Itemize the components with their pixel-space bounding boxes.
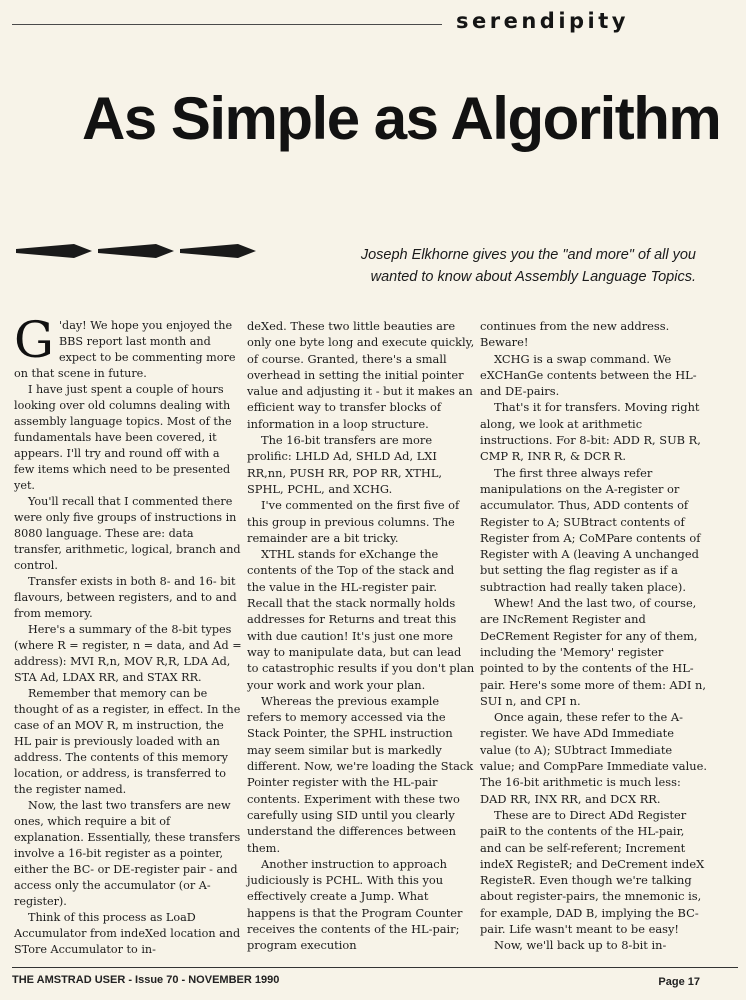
paragraph: The first three always refer manipulations on the A-register or accumulator. Thus, ADD contents of Register to A; SUBtract contents of Register from A; CoMPare contents of Register with A (leaving A unchanged but setting the flag register as if a subtraction had really taken place). bbox=[480, 465, 701, 594]
paragraph: That's it for transfers. Moving right along, we look at arithmetic instructions. For 8-bit: ADD R, SUB R, CMP R, INR R, & DCR R. bbox=[480, 400, 701, 464]
column-2 bbox=[247, 318, 475, 954]
footer-publication: THE AMSTRAD USER - Issue 70 - NOVEMBER 1990 bbox=[12, 974, 280, 986]
paragraph: Here's a summary of the 8-bit types (where R = register, n = data, and Ad = address): MVI R,n, MOV R,R, LDA Ad, STA Ad, LDAX RR, and STAX RR. bbox=[14, 623, 242, 684]
paragraph: I have just spent a couple of hours looking over old columns dealing with assembly language topics. Most of the fundamentals have been covered, it appears. I'll try and round off with a few items which need to be presented yet. bbox=[14, 383, 232, 492]
paragraph: Another instruction to approach judiciously is PCHL. With this you effectively create a Jump. What happens is that the Program Counter receives the contents of the HL-pair; program execution bbox=[247, 856, 463, 953]
standfirst-line: Joseph Elkhorne gives you the "and more" of all you bbox=[360, 247, 696, 263]
paragraph: Whereas the previous example refers to memory accessed via the Stack Pointer, the SPHL instruction may seem similar but is markedly different. Now, we're loading the Stack Pointer register with the HL-pair contents. Experiment with these two carefully using SID until you clearly understand the differences between them. bbox=[247, 693, 474, 855]
paragraph: You'll recall that I commented there were only five groups of instructions in 8080 language. These are: data transfer, arithmetic, logical, branch and control. bbox=[14, 495, 241, 572]
paragraph: XCHG is a swap command. We eXCHanGe contents between the HL- and DE-pairs. bbox=[480, 351, 697, 399]
column-1 bbox=[14, 311, 242, 958]
paragraph: Now, we'll back up to 8-bit in- bbox=[494, 938, 667, 953]
standfirst-line: wanted to know about Assembly Language Topics. bbox=[370, 269, 696, 285]
paragraph: I've commented on the first five of this group in previous columns. The remainder are a bit tricky. bbox=[247, 498, 460, 545]
arrow-icon bbox=[16, 244, 92, 258]
paragraph: XTHL stands for eXchange the contents of the Top of the stack and the value in the HL-register pair. Recall that the stack normally holds addresses for Returns and treat this with due caution! It's just one more way to manipulate data, but can lead to catastrophic results if you don't plan your work and work your plan. bbox=[247, 547, 475, 692]
paragraph: Think of this process as LoaD Accumulator from indeXed location and STore Accumulator to in- bbox=[14, 911, 241, 956]
section-name: serendipity bbox=[456, 9, 629, 33]
paragraph: These are to Direct ADd Register paiR to the contents of the HL-pair, and can be self-referent; Increment indeX RegisteR; and DeCrement indeX RegisteR. Even though we're talking about register-pairs, the mnemonic is, for example, DAD B, implying the BC-pair. Life wasn't meant to be easy! bbox=[480, 807, 705, 936]
paragraph: The 16-bit transfers are more prolific: LHLD Ad, SHLD Ad, LXI RR,nn, PUSH RR, POP RR, XTHL, SPHL, PCHL, and XCHG. bbox=[247, 433, 443, 496]
paragraph: deXed. These two little beauties are only one byte long and execute quickly, of course. Granted, there's a small overhead in setting the initial pointer value and adjusting it - but it makes an efficient way to transfer blocks of information in a loop structure. bbox=[247, 319, 475, 431]
standfirst bbox=[300, 244, 696, 288]
paragraph bbox=[14, 311, 242, 382]
arrow-icon bbox=[180, 244, 256, 258]
paragraph: Once again, these refer to the A-register. We have ADd Immediate value (to A); SUbtract Immediate value; and CompPare Immediate value. The 16-bit arithmetic is much less: DAD RR, INX RR, and DCX RR. bbox=[480, 710, 707, 806]
arrow-icon bbox=[98, 244, 174, 258]
paragraph: Remember that memory can be thought of as a register, in effect. In the case of an MOV R, m instruction, the HL pair is previously loaded with an address. The contents of this memory location, or address, is transferred to the register named. bbox=[14, 687, 241, 796]
column-3 bbox=[480, 318, 708, 954]
page-number: Page 17 bbox=[658, 976, 700, 988]
paragraph: Now, the last two transfers are new ones, which require a bit of explanation. Essentially, these transfers involve a 16-bit register as a pointer, either the BC- or DE-register pair - and access only the accumulator (or A-register). bbox=[14, 799, 241, 908]
paragraph: Whew! And the last two, of course, are INcRement Register and DeCRement Register for any of them, including the 'Memory' register pointed to by the contents of the HL-pair. Here's some more of them: ADI n, SUI n, and CPI n. bbox=[480, 596, 706, 708]
drop-cap: G bbox=[14, 311, 54, 369]
paragraph: continues from the new address. Beware! bbox=[480, 319, 670, 350]
footer-rule bbox=[12, 967, 738, 968]
paragraph: Transfer exists in both 8- and 16- bit flavours, between registers, and to and from memory. bbox=[14, 575, 237, 620]
arrow-decoration bbox=[16, 244, 256, 258]
article-title: As Simple as Algorithm bbox=[82, 85, 721, 152]
paragraph-text: 'day! We hope you enjoyed the BBS report last month and expect to be commenting more on that scene in future. bbox=[14, 319, 236, 380]
header-rule bbox=[12, 24, 442, 25]
